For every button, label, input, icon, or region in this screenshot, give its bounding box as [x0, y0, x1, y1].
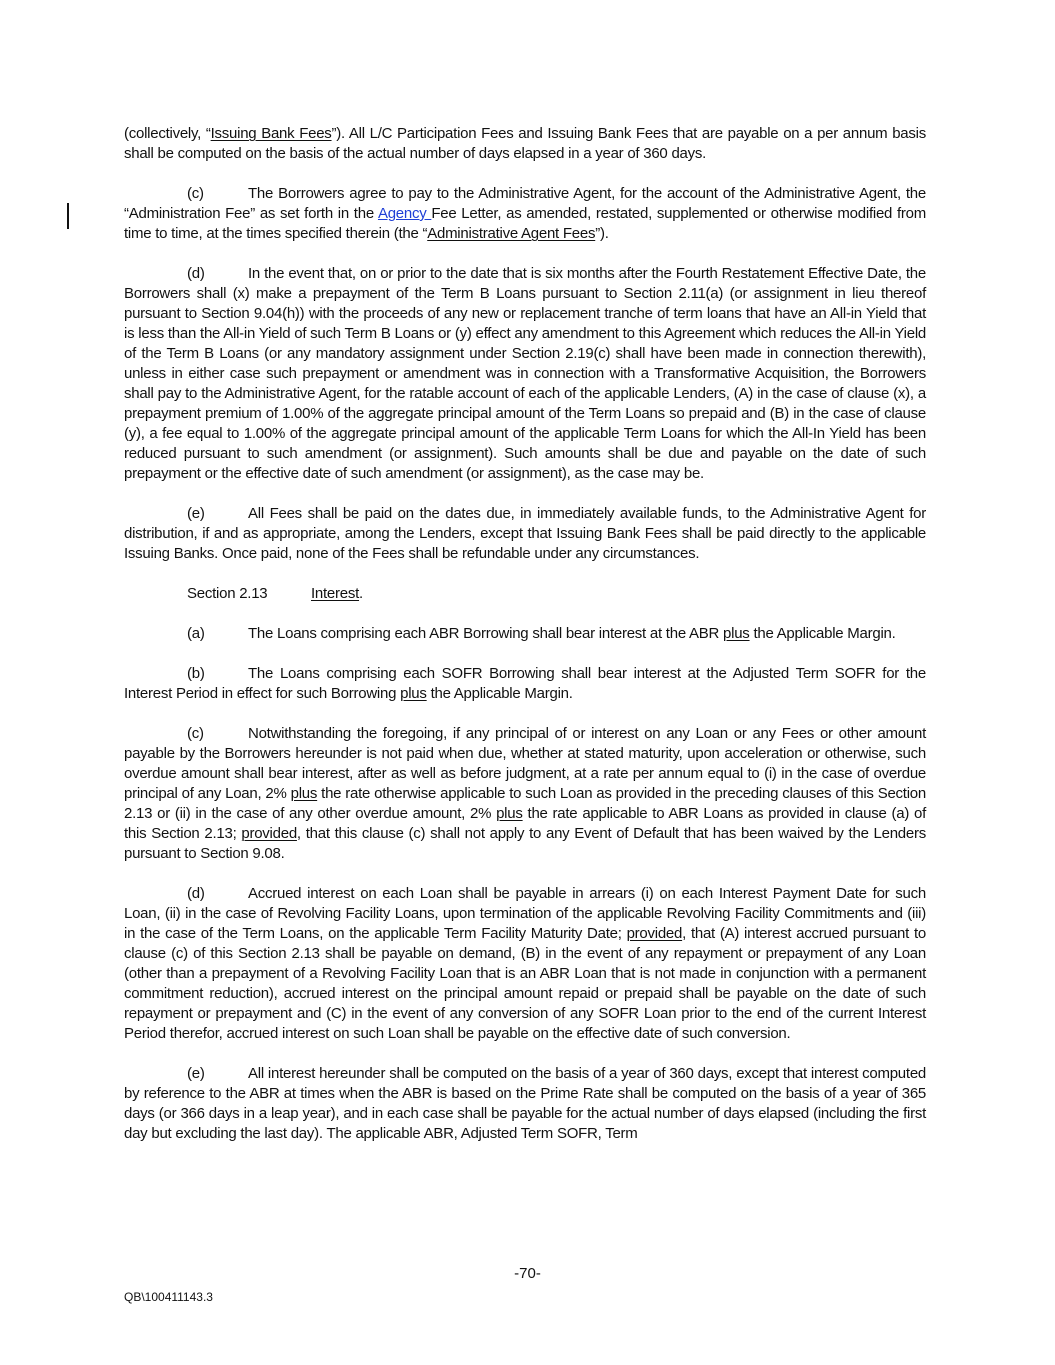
document-id: QB\100411143.3	[124, 1290, 213, 1304]
paragraph-fees-c: (c) The Borrowers agree to pay to the Administrative Agent, for the account of the Administrative Agent, the “Administration Fee” as set forth in the Agency Fee Letter, as amended, restated, supplemented or otherwise modified from time to time, at the times specified therein (the “Administrative Agent Fees”).	[124, 185, 926, 242]
paragraph-interest-b: (b) The Loans comprising each SOFR Borrowing shall bear interest at the Adjusted Term SOFR for the Interest Period in effect for such Borrowing plus the Applicable Margin.	[124, 665, 926, 702]
agency-fee-letter-link[interactable]: Agency	[377, 205, 432, 222]
clause-label: (d)	[187, 265, 205, 282]
clause-label: (a)	[187, 625, 205, 642]
paragraph-issuing-bank-fees: (collectively, “Issuing Bank Fees”). All L/C Participation Fees and Issuing Bank Fees that are payable on a per annum basis shall be computed on the basis of the actual number of days elapsed in a year of 360 days.	[124, 125, 926, 162]
clause-label: (e)	[187, 505, 205, 522]
clause-label: (c)	[187, 185, 204, 202]
section-title: Interest	[311, 585, 360, 602]
paragraph-fees-d: (d) In the event that, on or prior to the date that is six months after the Fourth Restatement Effective Date, the Borrowers shall (x) make a prepayment of the Term B Loans pursuant to Section 2.11(a) (or assignment in lieu thereof pursuant to Section 9.04(h)) with the proceeds of any new or replacement tranche of term loans that have an All-in Yield that is less than the All-in Yield of such Term B Loans or (y) effect any amendment to this Agreement which reduces the All-in Yield of the Term B Loans (or any mandatory assignment under Section 2.19(c) shall have been made in connection therewith), unless in either case such prepayment or amendment was in connection with a Transformative Acquisition, the Borrowers shall pay to the Administrative Agent, for the ratable account of each of the applicable Lenders, (A) in the case of clause (x), a prepayment premium of 1.00% of the aggregate principal amount of the Term Loans so prepaid and (B) in the case of clause (y), a fee equal to 1.00% of the aggregate principal amount of the applicable Term Loans for which the All-In Yield has been reduced pursuant to such amendment (or assignment). Such amounts shall be due and payable on the date of such prepayment or the effective date of such amendment (or assignment), as the case may be.	[124, 265, 926, 482]
page-number: -70-	[514, 1265, 541, 1282]
defined-term-administrative-agent-fees: Administrative Agent Fees	[427, 225, 596, 242]
clause-label: (c)	[187, 725, 204, 742]
clause-label: (e)	[187, 1065, 205, 1082]
section-heading: Section 2.13 Interest.	[187, 585, 363, 602]
clause-label: (d)	[187, 885, 205, 902]
paragraph-fees-e: (e) All Fees shall be paid on the dates due, in immediately available funds, to the Administrative Agent for distribution, if and as appropriate, among the Lenders, except that Issuing Bank Fees shall be paid directly to the applicable Issuing Banks. Once paid, none of the Fees shall be refundable under any circumstances.	[124, 505, 926, 562]
paragraph-interest-c: (c) Notwithstanding the foregoing, if any principal of or interest on any Loan or any Fees or other amount payable by the Borrowers hereunder is not paid when due, whether at stated maturity, upon acceleration or otherwise, such overdue amount shall bear interest, after as well as before judgment, at a rate per annum equal to (i) in the case of overdue principal of any Loan, 2% plus the rate otherwise applicable to such Loan as provided in the preceding clauses of this Section 2.13 or (ii) in the case of any other overdue amount, 2% plus the rate applicable to ABR Loans as provided in clause (a) of this Section 2.13; provided, that this clause (c) shall not apply to any Event of Default that has been waived by the Lenders pursuant to Section 9.08.	[124, 725, 926, 862]
paragraph-interest-e: (e) All interest hereunder shall be computed on the basis of a year of 360 days, except that interest computed by reference to the ABR at times when the ABR is based on the Prime Rate shall be computed on the basis of a year of 365 days (or 366 days in a leap year), and in each case shall be payable for the actual number of days elapsed (including the first day but excluding the last day). The applicable ABR, Adjusted Term SOFR, Term	[124, 1065, 926, 1142]
paragraph-interest-d: (d) Accrued interest on each Loan shall be payable in arrears (i) on each Interest Payment Date for such Loan, (ii) in the case of Revolving Facility Loans, upon termination of the applicable Revolving Facility Commitments and (iii) in the case of the Term Loans, on the applicable Term Facility Maturity Date; provided, that (A) interest accrued pursuant to clause (c) of this Section 2.13 shall be payable on demand, (B) in the event of any repayment or prepayment of any Loan (other than a prepayment of a Revolving Facility Loan that is an ABR Loan that is not made in conjunction with a permanent commitment reduction), accrued interest on the principal amount repaid or prepaid shall be payable on the date of such repayment or prepayment and (C) in the event of any conversion of any SOFR Loan prior to the end of the current Interest Period therefor, accrued interest on such Loan shall be payable on the effective date of such conversion.	[124, 885, 926, 1042]
defined-term-issuing-bank-fees: Issuing Bank Fees	[210, 125, 332, 142]
revision-change-bar	[67, 203, 69, 229]
paragraph-interest-a: (a) The Loans comprising each ABR Borrowing shall bear interest at the ABR plus the Applicable Margin.	[124, 624, 926, 644]
document-page	[124, 124, 926, 1164]
section-number: Section 2.13	[187, 585, 268, 602]
clause-label: (b)	[187, 665, 205, 682]
